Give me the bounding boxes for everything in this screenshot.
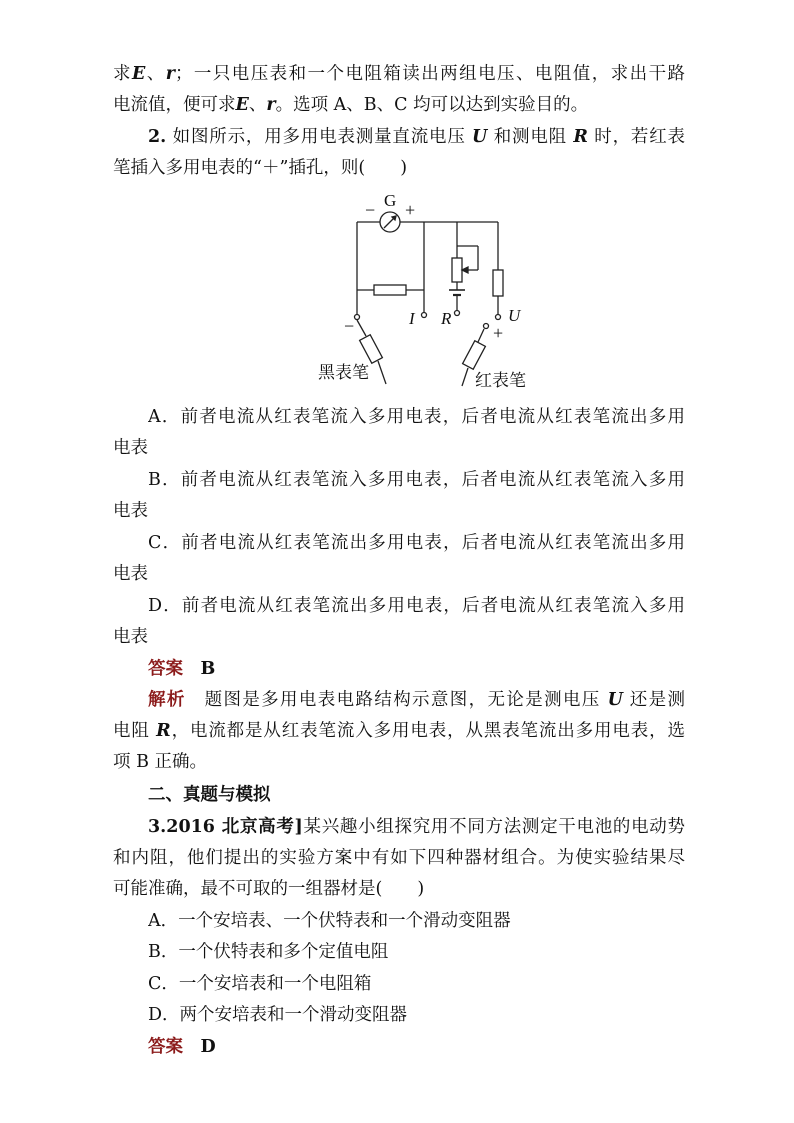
question-2-analysis-line-1: 解析 题图是多用电表电路结构示意图，无论是测电压 U 还是测: [148, 690, 685, 710]
option-d-line-2: 电表: [113, 627, 148, 647]
prev-analysis-line-1: 求E、r；一只电压表和一个电阻箱读出两组电压、电阻值，求出干路: [113, 64, 685, 84]
series-resistor-icon: [374, 285, 406, 295]
multimeter-circuit-figure: [300, 186, 540, 396]
current-terminal-label: I: [409, 309, 415, 328]
option-d-line-1: D．前者电流从红表笔流出多用电表，后者电流从红表笔流入多用: [148, 596, 685, 616]
question-3-answer: 答案 D: [148, 1037, 216, 1057]
question-2-stem-line-1: 2. 如图所示，用多用电表测量直流电压 U 和测电阻 R 时，若红表: [148, 127, 685, 147]
option-b-line-2: 电表: [113, 501, 148, 521]
prev-analysis-line-2: 电流值，便可求E、r。选项 A、B、C 均可以达到实验目的。: [113, 95, 589, 115]
question-3-stem-line-2: 和内阻，他们提出的实验方案中有如下四种器材组合。为使实验结果尽: [113, 848, 685, 868]
question-3-option-d: D．两个安培表和一个滑动变阻器: [148, 1005, 408, 1025]
question-3-option-a: A．一个安培表、一个伏特表和一个滑动变阻器: [148, 911, 511, 931]
resistance-terminal-label: R: [441, 309, 452, 328]
option-c-line-1: C．前者电流从红表笔流出多用电表，后者电流从红表笔流出多用: [148, 533, 685, 553]
multiplier-resistor-icon: [493, 270, 503, 296]
red-probe-icon: [463, 341, 486, 370]
option-b-line-1: B．前者电流从红表笔流入多用电表，后者电流从红表笔流入多用: [148, 470, 685, 490]
voltage-terminal-label: U: [508, 306, 521, 325]
black-probe-label: 黑表笔: [318, 363, 369, 382]
question-2-analysis-line-3: 项 B 正确。: [113, 752, 207, 772]
plus-terminal-label: +: [405, 200, 416, 220]
galvanometer-label: G: [384, 191, 397, 210]
circuit-diagram: [300, 186, 540, 396]
black-probe-minus-label: −: [344, 316, 355, 336]
minus-terminal-label: −: [365, 200, 376, 220]
question-3-stem-line-3: 可能准确，最不可取的一组器材是( ): [113, 879, 425, 899]
option-c-line-2: 电表: [113, 564, 148, 584]
section-title: 二、真题与模拟: [148, 785, 271, 805]
option-a-line-2: 电表: [113, 438, 148, 458]
question-2-analysis-line-2: 电阻 R，电流都是从红表笔流入多用电表，从黑表笔流出多用电表，选: [113, 721, 685, 741]
black-probe-icon: [360, 335, 383, 364]
red-probe-plus-label: +: [493, 323, 504, 343]
question-2-answer: 答案 B: [148, 659, 216, 679]
question-3-option-b: B．一个伏特表和多个定值电阻: [148, 942, 389, 962]
question-3-stem-line-1: 3.2016 北京高考]某兴趣小组探究用不同方法测定干电池的电动势: [148, 817, 685, 837]
option-a-line-1: A．前者电流从红表笔流入多用电表，后者电流从红表笔流出多用: [148, 407, 685, 427]
rheostat-icon: [452, 258, 462, 282]
question-2-stem-line-2: 笔插入多用电表的“＋”插孔，则( ): [113, 158, 408, 178]
question-3-option-c: C．一个安培表和一个电阻箱: [148, 974, 372, 994]
red-probe-label: 红表笔: [475, 371, 526, 390]
